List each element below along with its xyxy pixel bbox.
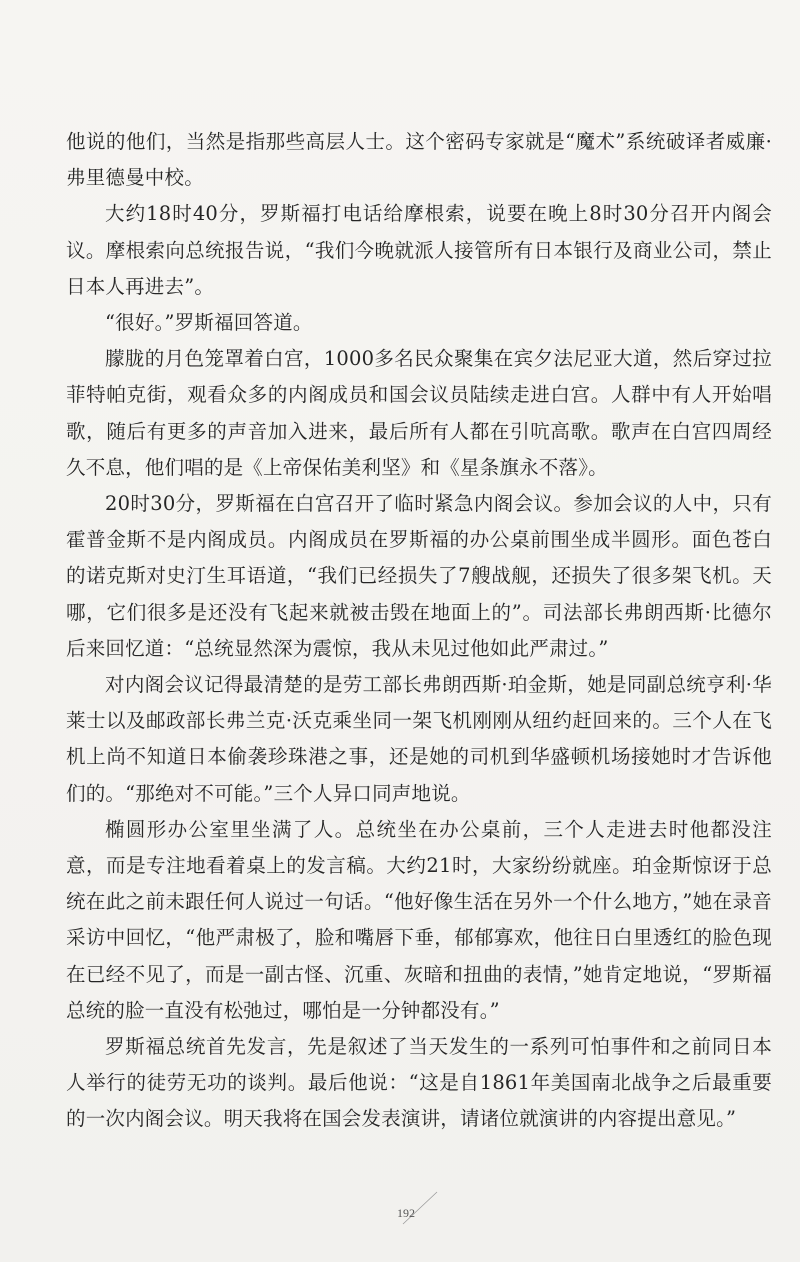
paragraph-2: 大约18时40分，罗斯福打电话给摩根索，说要在晚上8时30分召开内阁会议。摩根索向总统报告说，“我们今晚就派人接管所有日本银行及商业公司，禁止日本人再进去”。 [66,202,772,298]
paragraph-5: 20时30分，罗斯福在白宫召开了临时紧急内阁会议。参加会议的人中，只有霍普金斯不是内阁成员。内阁成员在罗斯福的办公桌前围坐成半圆形。面色苍白的诺克斯对史汀生耳语道，“我们已经损失了7艘战舰，还损失了很多架飞机。天哪，它们很多是还没有飞起来就被击毁在地面上的”。司法部长弗朗西斯·比德尔后来回忆道：“总统显然深为震惊，我从未见过他如此严肃过。” [66,492,772,660]
page-number: 192 [397,1206,415,1220]
paragraph-6: 对内阁会议记得最清楚的是劳工部长弗朗西斯·珀金斯，她是同副总统亨利·华莱士以及邮政部长弗兰克·沃克乘坐同一架飞机刚刚从纽约赶回来的。三个人在飞机上尚不知道日本偷袭珍珠港之事，还是她的司机到华盛顿机场接她时才告诉他们的。“那绝对不可能。”三个人异口同声地说。 [66,673,772,805]
paragraph-8: 罗斯福总统首先发言，先是叙述了当天发生的一系列可怕事件和之前同日本人举行的徒劳无功的谈判。最后他说：“这是自1861年美国南北战争之后最重要的一次内阁会议。明天我将在国会发表演讲，请诸位就演讲的内容提出意见。” [66,1035,772,1131]
body-text [66,124,772,1138]
paragraph-3: “很好。”罗斯福回答道。 [105,311,313,335]
paragraph-4: 朦胧的月色笼罩着白宫，1000多名民众聚集在宾夕法尼亚大道，然后穿过拉菲特帕克街，观看众多的内阁成员和国会议员陆续走进白宫。人群中有人开始唱歌，随后有更多的声音加入进来，最后所有人都在引吭高歌。歌声在白宫四周经久不息，他们唱的是《上帝保佑美利坚》和《星条旗永不落》。 [66,347,772,479]
paragraph-1: 他说的他们，当然是指那些高层人士。这个密码专家就是“魔术”系统破译者威廉·弗里德曼中校。 [66,130,772,190]
paragraph-7: 椭圆形办公室里坐满了人。总统坐在办公桌前，三个人走进去时他都没注意，而是专注地看着桌上的发言稿。大约21时，大家纷纷就座。珀金斯惊讶于总统在此之前未跟任何人说过一句话。“他好像生活在另外一个什么地方，”她在录音采访中回忆，“他严肃极了，脸和嘴唇下垂，郁郁寡欢，他往日白里透红的脸色现在已经不见了，而是一副古怪、沉重、灰暗和扭曲的表情，”她肯定地说，“罗斯福总统的脸一直没有松弛过，哪怕是一分钟都没有。” [66,817,772,1022]
